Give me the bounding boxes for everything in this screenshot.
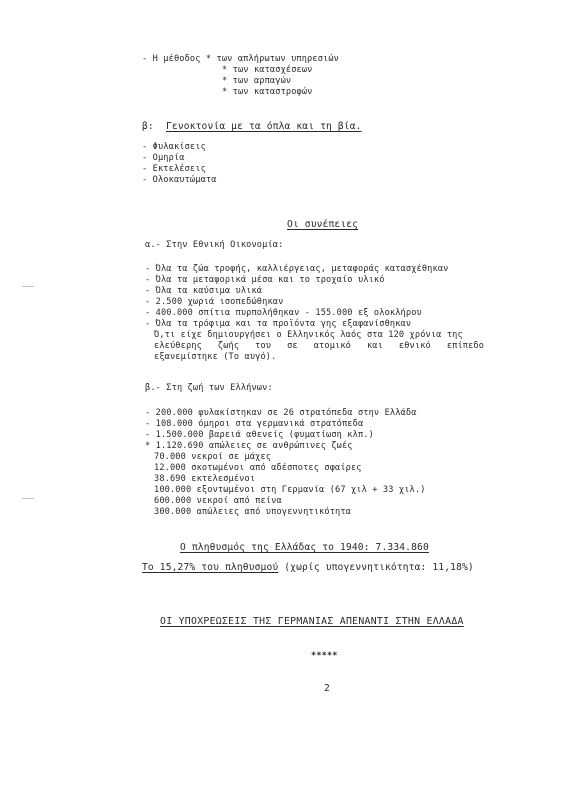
obligations-heading: ΟΙ ΥΠΟΧΡΕΩΣΕΙΣ ΤΗΣ ΓΕΡΜΑΝΙΑΣ ΑΠΕΝΑΝΤΙ ΣΤΗΝ ΕΛΛΑΔΑ	[160, 616, 464, 627]
scan-mark	[22, 286, 34, 287]
life-item: * 1.120.690 απώλειες σε ανθρώπινες ζωές	[145, 441, 353, 451]
life-item: - 200.000 φυλακίστηκαν σε 26 στρατόπεδα στην Ελλάδα	[145, 408, 417, 418]
population-share-note: (χωρίς υπογεννητικότητα: 11,18%)	[278, 562, 474, 573]
economy-item: - 400.000 σπίτια πυρπολήθηκαν - 155.000 εξ ολοκλήρου	[145, 308, 422, 318]
intro-line-3: * των αρπαγών	[222, 76, 292, 86]
section-b-item: - Ολοκαυτώματα	[142, 175, 217, 185]
life-item: - 108.000 όμηροι στα γερμανικά στρατόπεδα	[145, 419, 364, 429]
life-item: - 1.500.000 βαρειά αθενείς (φυματίωση κλπ.)	[145, 430, 374, 440]
consequences-title: Οι συνέπειες	[287, 219, 359, 230]
intro-line-4: * των καταστροφών	[222, 87, 313, 97]
economy-item: - Όλα τα μεταφορικά μέσα και το τροχαίο υλικό	[145, 275, 385, 285]
economy-item: εξανεμίστηκε (Το αυγό).	[154, 352, 277, 362]
life-item: 12.000 σκοτωμένοι από αδέσποτες σφαίρες	[154, 463, 362, 473]
intro-line-1: - Η μέθοδος * των απλήρωτων υπηρεσιών	[142, 54, 339, 64]
section-b-item: - Φυλακίσεις	[142, 142, 206, 152]
section-b-label: β:	[142, 121, 154, 132]
economy-item: ελεύθερης ζωής του σε ατομικό και εθνικό επίπεδο	[154, 341, 485, 351]
scan-mark	[22, 498, 34, 499]
economy-item: Ό,τι είχε δημιουργήσει ο Ελληνικός λαός στα 120 χρόνια της	[154, 330, 463, 340]
section-b-item: - Εκτελέσεις	[142, 164, 206, 174]
population-share	[142, 563, 474, 573]
economy-item: - 2.500 χωριά ισοπεδώθηκαν	[145, 297, 284, 307]
section-b-title: Γενοκτονία με τα όπλα και τη βία.	[166, 121, 362, 132]
economy-title: α.- Στην Εθνική Οικονομία:	[145, 240, 284, 250]
life-title: β.- Στη ζωή των Ελλήνων:	[145, 383, 273, 393]
economy-item: - Όλα τα ζώα τροφής, καλλιέργειας, μεταφοράς κατασχέθηκαν	[145, 264, 449, 274]
life-item: 600.000 νεκροί από πείνα	[154, 496, 282, 506]
life-item: 38.690 εκτελεσμένοι	[154, 474, 256, 484]
population-share-underlined: Το 15,27% του πληθυσμού	[142, 562, 279, 573]
life-item: 300.000 απώλειες από υπογεννητικότητα	[154, 507, 351, 517]
life-item: 100.000 εξοντωμένοι στη Γερμανία (67 χιλ + 33 χιλ.)	[154, 485, 426, 495]
population-line: Ο πληθυσμός της Ελλάδας το 1940: 7.334.860	[180, 542, 429, 553]
intro-line-2: * των κατασχέσεων	[222, 65, 313, 75]
economy-item: - Όλα τα καύσιμα υλικά	[145, 286, 263, 296]
section-b-item: - Ομηρία	[142, 153, 185, 163]
life-item: 70.000 νεκροί σε μάχες	[154, 452, 272, 462]
page-number: 2	[324, 683, 330, 694]
economy-item: - Όλα τα τρόφιμα και τα προϊόντα γης εξαφανίσθηκαν	[145, 319, 412, 329]
stars-separator: *****	[311, 651, 338, 661]
